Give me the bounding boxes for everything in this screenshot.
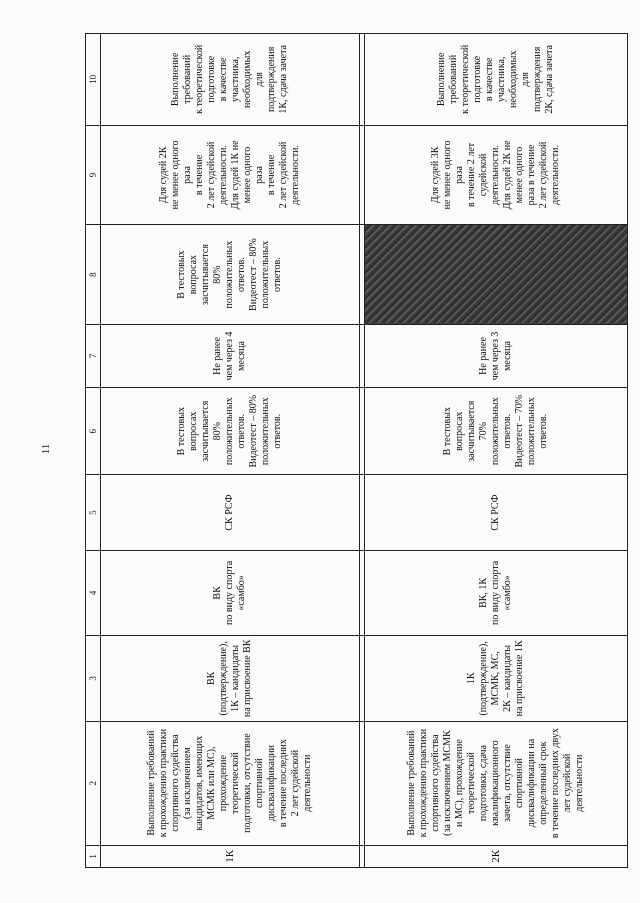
obscured-cell (365, 225, 628, 325)
col-number: 6 (86, 388, 101, 475)
theory-requirements-cell: Выполнение требований к теоретической подготовке в качестве участника, необходимых для подтверждения 1К, сдача зачета (101, 34, 360, 126)
organization-cell: СК РСФ (365, 475, 628, 550)
col-number: 7 (86, 324, 101, 387)
col-number: 2 (86, 721, 101, 845)
requirements-cell: Выполнение требований к прохождению практики спортивного судейства (за исключением МСМК и МС), прохождение теоретической подготовки, сдача квалификационного зачета, отсутствие спортивной дисквалификации на определенный срок в течение последних двух лет судейской деятельности (365, 721, 628, 845)
period-cell: Не ранее чем через 4 месяца (101, 324, 360, 387)
column-number-row (86, 34, 101, 868)
test-criteria-cell: В тестовых вопросах засчитывается 80% положительных ответов. Видеотест – 80% положительных ответов. (101, 225, 360, 325)
col-number: 9 (86, 125, 101, 225)
col-number: 8 (86, 225, 101, 325)
theory-requirements-cell: Выполнение требований к теоретической подготовке в качестве участника, необходимых для подтверждения 2К, сдача зачета (365, 34, 628, 126)
sport-category-cell: ВК, 1К по виду спорта «самбо» (365, 550, 628, 635)
col-number: 5 (86, 475, 101, 550)
category-target-cell: ВК (подтверждение), 1К – кандидаты на присвоение ВК (101, 636, 360, 721)
page-number: 11 (40, 443, 52, 455)
category-target-cell: 1К (подтверждение), МСМК, МС, 2К – кандидаты на присвоение 1К (365, 636, 628, 721)
col-number: 3 (86, 636, 101, 721)
col-number: 4 (86, 550, 101, 635)
sport-category-cell: ВК по виду спорта «самбо» (101, 550, 360, 635)
category-cell: 1К (101, 845, 360, 867)
judge-practice-cell: Для судей 3К не менее одного раза в течение 2 лет судейской деятельности. Для судей 2К не менее одного раза в течение 2 лет судейской деятельности. (365, 125, 628, 225)
requirements-cell: Выполнение требований к прохождению практики спортивного судейства (за исключением кандидатов, имеющих МСМК или МС), прохождение теоретической подготовки, отсутствие спортивной дисквалификации в течение последних 2 лет судейской деятельности (101, 721, 360, 845)
table-row (365, 34, 628, 868)
test-criteria-cell: В тестовых вопросах засчитывается 80% положительных ответов. Видеотест – 80% положительных ответов. (101, 388, 360, 475)
qualification-table (85, 33, 628, 868)
col-number: 1 (86, 845, 101, 867)
judge-practice-cell: Для судей 2К не менее одного раза в течение 2 лет судейской деятельности. Для судей 1К не менее одного раза в течение 2 лет судейской деятельности. (101, 125, 360, 225)
table-row (101, 34, 360, 868)
category-cell: 2К (365, 845, 628, 867)
rotated-table-container (85, 33, 628, 868)
col-number: 10 (86, 34, 101, 126)
organization-cell: СК РСФ (101, 475, 360, 550)
period-cell: Не ранее чем через 3 месяца (365, 324, 628, 387)
test-criteria-cell: В тестовых вопросах засчитывается 70% положительных ответов. Видеотест – 70% положительных ответов. (365, 388, 628, 475)
